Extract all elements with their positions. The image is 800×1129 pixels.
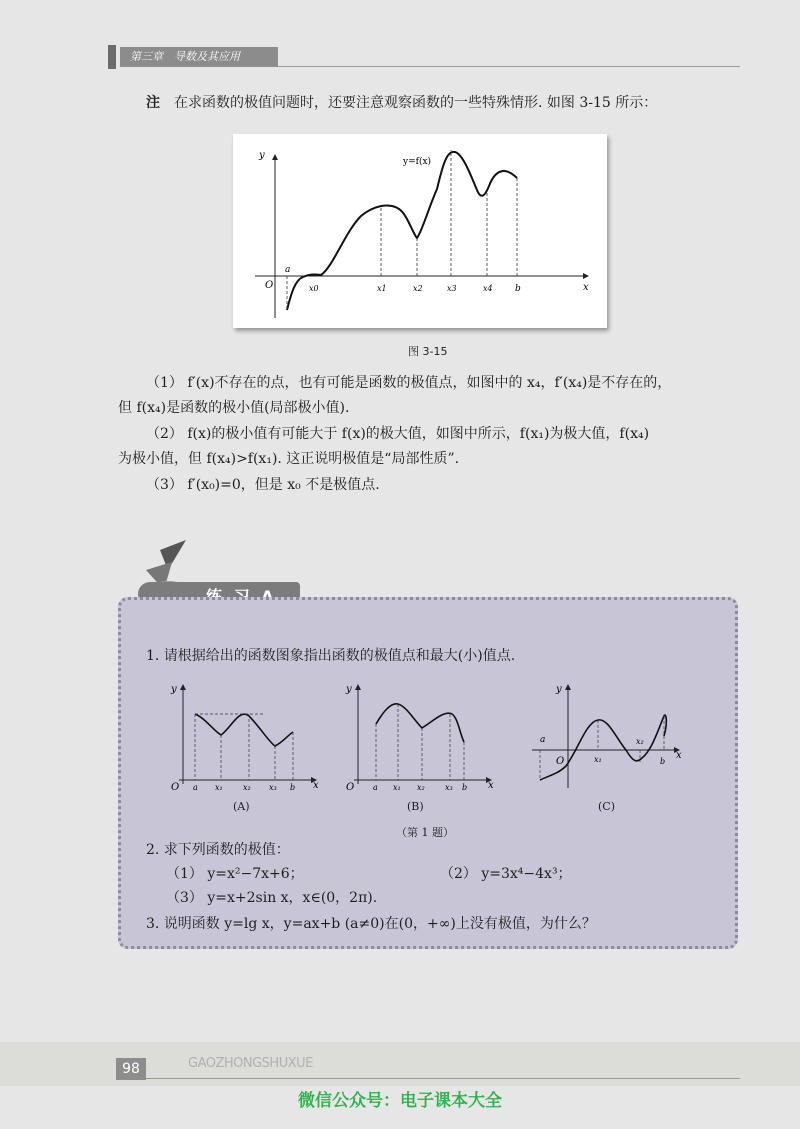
page-number: 98 [116, 1058, 146, 1080]
svg-text:x₁: x₁ [393, 783, 401, 792]
note-text: 在求函数的极值问题时，还要注意观察函数的一些特殊情形. 如图 3-15 所示： [174, 95, 658, 111]
svg-text:x: x [488, 780, 494, 791]
svg-text:b: b [290, 783, 296, 792]
question-2-part-1: （1） y=x²−7x+6； [166, 866, 304, 882]
svg-text:O: O [346, 782, 355, 792]
x-axis-label: x [583, 282, 589, 293]
svg-text:y: y [171, 684, 177, 695]
svg-text:x₁: x₁ [594, 755, 602, 764]
svg-text:x₂: x₂ [636, 737, 644, 746]
graph-c-label: (C) [598, 800, 615, 813]
svg-text:a: a [540, 735, 546, 745]
point-1-line-1: （1） f′(x)不存在的点，也有可能是函数的极值点，如图中的 x₄，f′(x₄)是不存在的， [146, 375, 672, 391]
svg-text:x₂: x₂ [417, 783, 425, 792]
watermark: 微信公众号：电子课本大全 [298, 1091, 502, 1111]
svg-text:x₁: x₁ [215, 783, 223, 792]
svg-text:x₂: x₂ [243, 783, 251, 792]
header-bar [108, 45, 116, 69]
header-rule [278, 66, 740, 67]
note-label: 注 [146, 95, 160, 111]
svg-text:x: x [313, 780, 319, 791]
svg-text:y: y [346, 684, 352, 695]
question-2-part-3: （3） y=x+2sin x，x∈(0，2π). [166, 890, 378, 906]
function-graph [233, 134, 607, 328]
tick-b: b [515, 284, 521, 294]
origin-label: O [265, 280, 274, 291]
graph-c [528, 680, 688, 792]
tick-x1: x1 [377, 284, 387, 293]
graph-b [340, 680, 500, 792]
svg-text:x: x [676, 750, 682, 761]
svg-text:a: a [193, 783, 198, 792]
tick-a: a [285, 265, 291, 275]
point-2-line-2: 为极小值，但 f(x₄)>f(x₁). 这正说明极值是“局部性质”. [118, 451, 460, 467]
svg-text:x₃: x₃ [269, 783, 277, 792]
x-axis-arrow [583, 273, 589, 279]
series-title: GAOZHONGSHUXUE [188, 1056, 313, 1071]
tick-x2: x2 [413, 284, 423, 293]
question-2: 2. 求下列函数的极值： [146, 842, 290, 858]
svg-text:a: a [373, 783, 378, 792]
function-label: y=f(x) [403, 157, 432, 167]
tick-x0: x0 [309, 284, 319, 293]
svg-text:O: O [171, 782, 180, 792]
point-2-line-1: （2） f(x)的极小值有可能大于 f(x)的极大值，如图中所示，f(x₁)为极大值，f(x₄) [146, 426, 650, 442]
y-axis-label: y [259, 150, 265, 161]
question-1: 1. 请根据给出的函数图象指出函数的极值点和最大(小)值点. [146, 648, 516, 664]
tick-x4: x4 [483, 284, 493, 293]
graph-b-label: (B) [407, 800, 424, 813]
graph-a [165, 680, 325, 792]
figure-3-15 [233, 134, 607, 328]
svg-text:x₃: x₃ [445, 783, 453, 792]
y-axis-arrow [272, 154, 278, 160]
svg-text:O: O [556, 756, 565, 767]
footer-rule [146, 1078, 740, 1079]
point-3: （3） f′(x₀)=0，但是 x₀ 不是极值点. [146, 477, 380, 493]
svg-text:b: b [462, 783, 468, 792]
question-2-part-2: （2） y=3x⁴−4x³； [440, 866, 572, 882]
chapter-tab: 第三章 导数及其应用 [120, 47, 278, 67]
svg-text:b: b [660, 757, 666, 766]
question-3: 3. 说明函数 y=lg x，y=ax+b (a≠0)在(0，+∞)上没有极值，为什么？ [146, 916, 596, 932]
graph-caption: （第 1 题） [396, 826, 454, 839]
tick-x3: x3 [447, 284, 457, 293]
svg-text:y: y [556, 684, 562, 695]
graph-a-label: (A) [233, 800, 250, 813]
point-1-line-2: 但 f(x₄)是函数的极小值(局部极小值). [118, 400, 350, 416]
figure-caption: 图 3-15 [408, 345, 448, 358]
